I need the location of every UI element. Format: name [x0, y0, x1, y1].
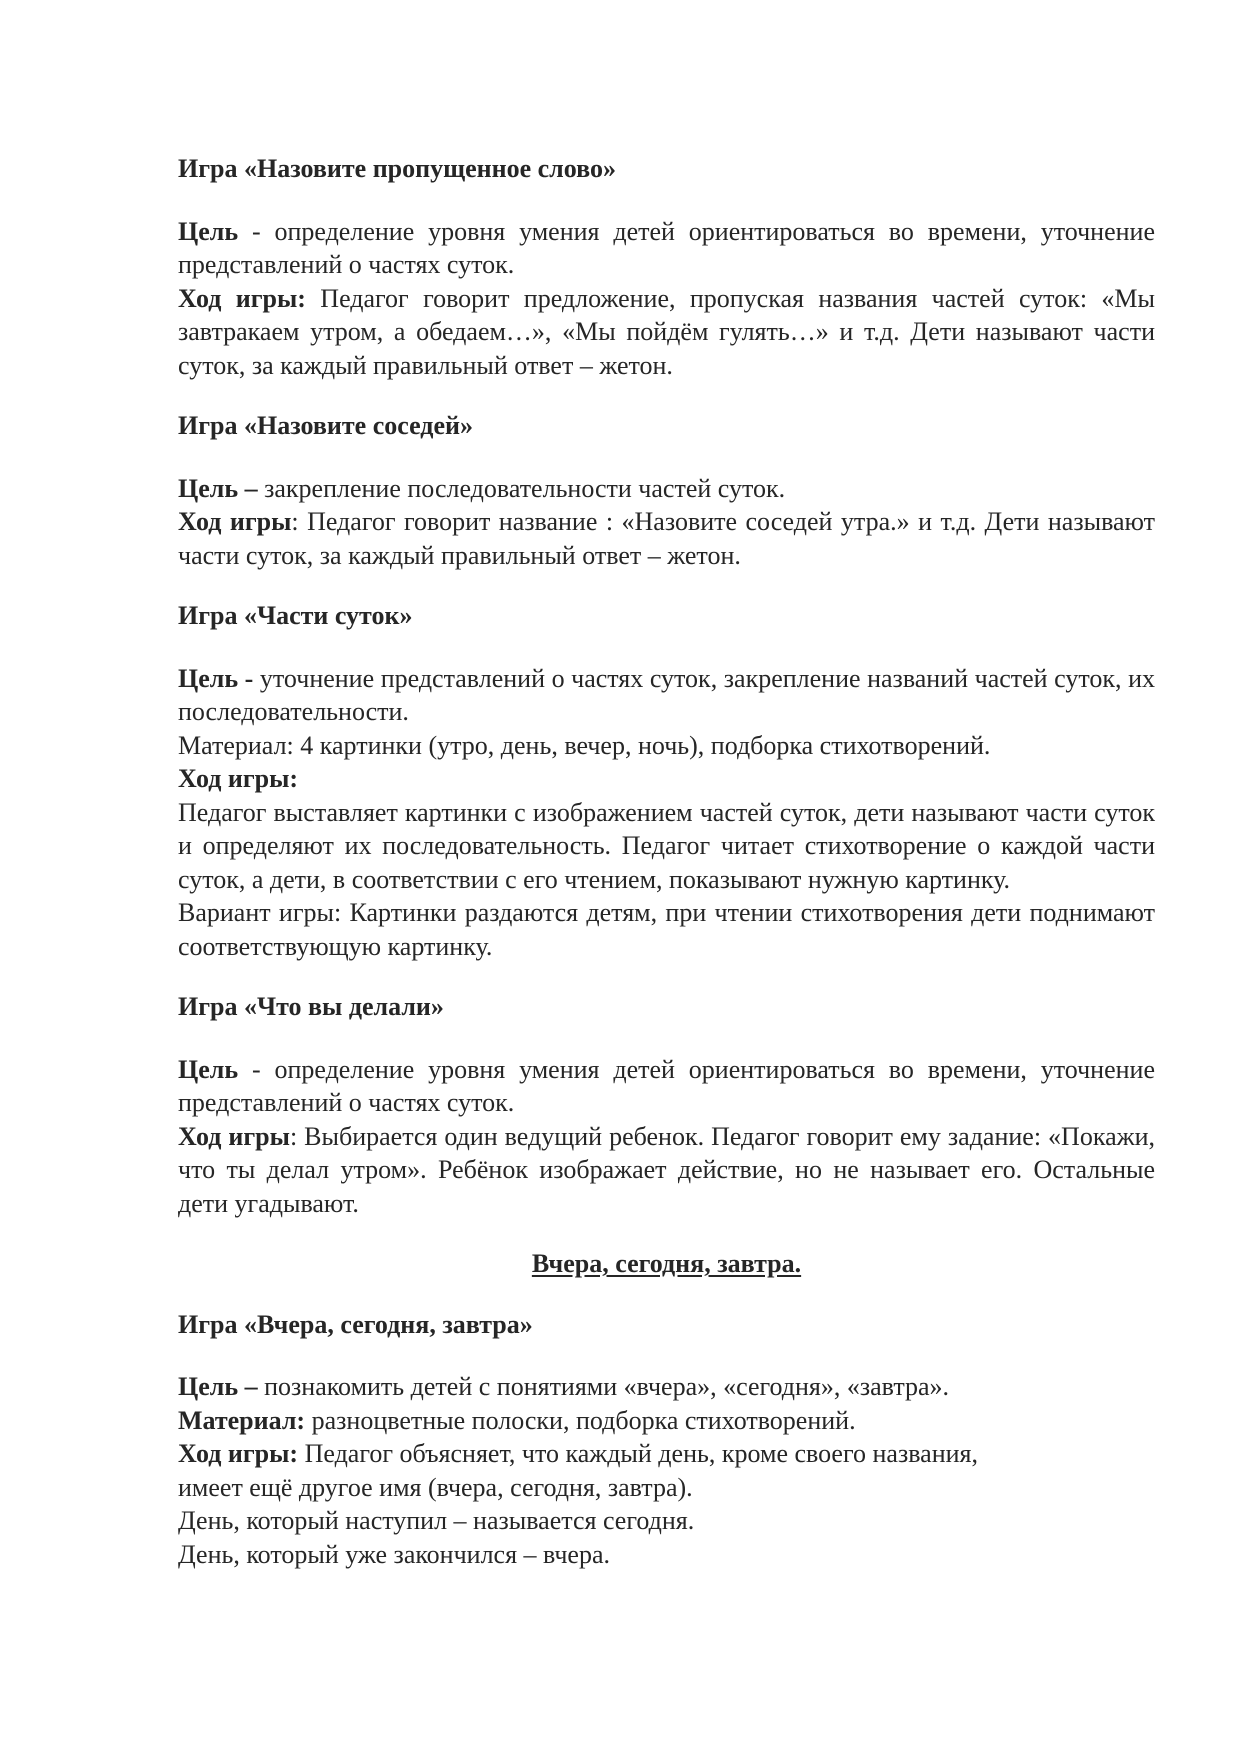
goal-label: Цель – [178, 473, 258, 503]
goal-text: познакомить детей с понятиями «вчера», «сегодня», «завтра». [257, 1372, 950, 1401]
game-course [178, 1437, 1155, 1471]
course-label: Ход игры [178, 1121, 290, 1151]
game-material: Материал: 4 картинки (утро, день, вечер, ночь), подборка стихотворений. [178, 730, 991, 760]
goal-text: определение уровня умения детей ориентироваться во времени, уточнение представлений о частях суток. [178, 216, 1155, 279]
game-title: Игра «Назовите пропущенное слово» [178, 154, 616, 183]
text-line: День, который наступил – называется сегодня. [178, 1506, 695, 1535]
course-text: Педагог говорит предложение, пропуская названия частей суток: «Мы завтракаем утром, а обедаем…», «Мы пойдём гулять…» и т.д. Дети называют части суток, за каждый правильный ответ – жетон. [178, 283, 1155, 380]
goal-label: Цель [178, 216, 239, 246]
course-label: Ход игры: [178, 283, 306, 313]
text-line: День, который уже закончился – вчера. [178, 1539, 610, 1569]
game-course [178, 505, 1155, 572]
document-page [178, 152, 1155, 1571]
course-label: Ход игры: [178, 1439, 299, 1468]
course-text: : Выбирается один ведущий ребенок. Педагог говорит ему задание: «Покажи, что ты делал утром». Ребёнок изображает действие, но не называет его. Остальные дети угадывают. [178, 1121, 1155, 1218]
game-title: Игра «Назовите соседей» [178, 411, 473, 440]
course-label: Ход игры [178, 507, 292, 536]
game-course [178, 282, 1155, 383]
course-label: Ход игры: [178, 764, 299, 793]
game-material [178, 1404, 1155, 1438]
goal-text: уточнение представлений о частях суток, закрепление названий частей суток, их последовательности. [178, 663, 1155, 726]
text-line: имеет ещё другое имя (вчера, сегодня, завтра). [178, 1472, 693, 1502]
goal-label: Цель [178, 1054, 239, 1084]
goal-text: - определение уровня умения детей ориентироваться во времени, уточнение представлений о частях суток. [178, 1054, 1155, 1117]
game-goal [178, 1370, 1155, 1404]
material-label: Материал: [178, 1405, 306, 1435]
game-goal [178, 1053, 1155, 1120]
course-text: Педагог выставляет картинки с изображением частей суток, дети называют части суток и определяют их последовательность. Педагог читает стихотворение о каждой части суток, а дети, в соответствии с его чтением, показывают нужную картинку. [178, 797, 1155, 894]
game-course [178, 762, 1155, 796]
game-course [178, 1120, 1155, 1221]
game-title: Игра «Вчера, сегодня, завтра» [178, 1309, 533, 1339]
goal-label: Цель – [178, 1372, 258, 1401]
goal-label: Цель - [178, 663, 254, 693]
game-title: Игра «Что вы делали» [178, 992, 444, 1021]
game-goal [178, 472, 1155, 506]
goal-text: закрепление последовательности частей суток. [257, 473, 786, 503]
game-goal [178, 662, 1155, 729]
course-text: : Педагог говорит название : «Назовите соседей утра.» и т.д. Дети называют части суток, за каждый правильный ответ – жетон. [178, 507, 1155, 570]
game-variant: Вариант игры: Картинки раздаются детям, при чтении стихотворения дети поднимают соответствующую картинку. [178, 898, 1155, 961]
game-title: Игра «Части суток» [178, 601, 413, 630]
game-goal: Цель - определение уровня умения детей ориентироваться во времени, уточнение представлений о частях суток. [178, 216, 1155, 279]
course-text: Педагог объясняет, что каждый день, кроме своего названия, [298, 1439, 978, 1468]
section-title: Вчера, сегодня, завтра. [531, 1249, 802, 1278]
material-text: разноцветные полоски, подборка стихотворений. [305, 1405, 856, 1435]
